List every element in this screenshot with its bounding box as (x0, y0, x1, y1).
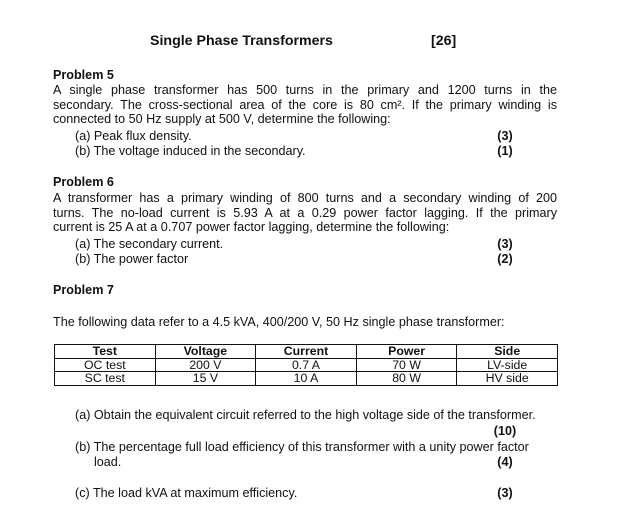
problem-7-item-a-marks: (10) (493, 424, 517, 438)
table-cell: 200 V (155, 358, 256, 372)
problem-5-item-b-marks: (1) (497, 144, 513, 158)
table-header-cell: Current (256, 345, 357, 359)
table-cell: 70 W (356, 358, 457, 372)
problem-7-item-c-marks: (3) (497, 486, 513, 500)
table-header-cell: Test (55, 345, 156, 359)
page-title: Single Phase Transformers (150, 33, 333, 49)
test-data-table (54, 344, 558, 386)
problem-7-item-b: (b) The percentage full load efficiency of this transformer with a unity power factor (75, 440, 529, 454)
table-cell: 80 W (356, 372, 457, 386)
problem-6-line-3: current is 25 A at a 0.707 power factor lagging, determine the following: (53, 220, 450, 235)
table-cell: 15 V (155, 372, 256, 386)
problem-6-heading: Problem 6 (53, 175, 114, 189)
table-cell: OC test (55, 358, 156, 372)
problem-5-line-3: connected to 50 Hz supply at 500 V, determine the following: (53, 112, 391, 127)
table-cell: SC test (55, 372, 156, 386)
table-row (55, 358, 558, 372)
problem-6-line-2: turns. The no-load current is 5.93 A at a 0.29 power factor lagging. If the primary (53, 205, 557, 220)
total-marks: [26] (431, 33, 457, 49)
table-header-cell: Side (457, 345, 558, 359)
problem-6-item-b: (b) The power factor (75, 252, 189, 266)
table-cell: 0.7 A (256, 358, 357, 372)
problem-7-item-b-continuation: load. (94, 455, 122, 469)
problem-7-item-a: (a) Obtain the equivalent circuit referred to the high voltage side of the transformer. (75, 408, 536, 422)
table-cell: LV-side (457, 358, 558, 372)
problem-7-item-b-marks: (4) (497, 455, 513, 469)
problem-6-item-a: (a) The secondary current. (75, 237, 224, 251)
problem-5-heading: Problem 5 (53, 68, 114, 82)
table-header-cell: Power (356, 345, 457, 359)
problem-7-heading: Problem 7 (53, 283, 114, 297)
problem-5-item-b: (b) The voltage induced in the secondary. (75, 144, 306, 158)
table-header-cell: Voltage (155, 345, 256, 359)
problem-5-item-a-marks: (3) (497, 129, 513, 143)
problem-6-statement (53, 191, 557, 235)
problem-5-line-1: A single phase transformer has 500 turns in the primary and 1200 turns in the (53, 83, 557, 97)
table-cell: HV side (457, 372, 558, 386)
problem-7-intro: The following data refer to a 4.5 kVA, 400/200 V, 50 Hz single phase transformer: (53, 315, 505, 329)
table-header-row (55, 345, 558, 359)
problem-5-line-2: secondary. The cross-sectional area of the core is 80 cm². If the primary winding is (53, 97, 557, 112)
table-cell: 10 A (256, 372, 357, 386)
problem-6-line-1: A transformer has a primary winding of 800 turns and a secondary winding of 200 (53, 191, 557, 205)
table-row (55, 372, 558, 386)
problem-6-item-a-marks: (3) (497, 237, 513, 251)
problem-5-statement (53, 83, 557, 127)
problem-7-item-c: (c) The load kVA at maximum efficiency. (75, 486, 298, 500)
problem-5-item-a: (a) Peak flux density. (75, 129, 192, 143)
problem-6-item-b-marks: (2) (497, 252, 513, 266)
